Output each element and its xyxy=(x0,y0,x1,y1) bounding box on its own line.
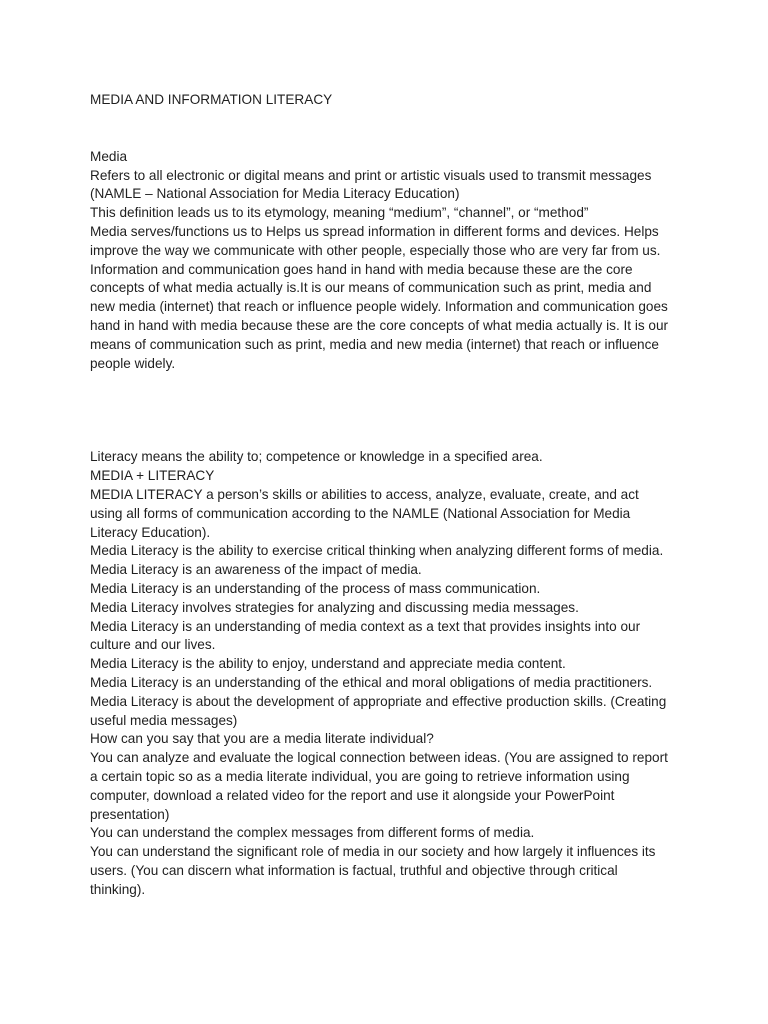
text-line: users. (You can discern what information is factual, truthful and objective through critical xyxy=(90,862,618,878)
text-line: Media serves/functions us to Helps us spread information in different forms and devices. Helps xyxy=(90,223,659,239)
text-line: presentation) xyxy=(90,806,170,822)
text-line: Media Literacy is an awareness of the impact of media. xyxy=(90,562,422,578)
text-line: computer, download a related video for the report and use it alongside your PowerPoint xyxy=(90,787,615,803)
section-spacer xyxy=(90,373,720,448)
text-line: You can understand the significant role of media in our society and how largely it influences its xyxy=(90,844,656,860)
text-line: Media Literacy is an understanding of media context as a text that provides insights into our xyxy=(90,618,641,634)
text-line: Media Literacy is the ability to exercise critical thinking when analyzing different forms of media. xyxy=(90,543,664,559)
text-line: Literacy means the ability to; competence or knowledge in a specified area. xyxy=(90,449,543,465)
document-page xyxy=(90,91,720,899)
text-line: You can analyze and evaluate the logical connection between ideas. (You are assigned to report xyxy=(90,750,668,766)
text-line: using all forms of communication according to the NAMLE (National Association for Media xyxy=(90,505,631,521)
text-line: Media Literacy is about the development of appropriate and effective production skills. (Creating xyxy=(90,693,667,709)
text-line: people widely. xyxy=(90,355,176,371)
text-line: Information and communication goes hand in hand with media because these are the core xyxy=(90,261,633,277)
text-line: Media Literacy is the ability to enjoy, understand and appreciate media content. xyxy=(90,656,566,672)
text-line: MEDIA + LITERACY xyxy=(90,468,215,484)
text-line: concepts of what media actually is.It is our means of communication such as print, media and xyxy=(90,280,652,296)
text-line: Media Literacy involves strategies for analyzing and discussing media messages. xyxy=(90,599,579,615)
section-literacy xyxy=(90,448,720,899)
text-line: Refers to all electronic or digital means and print or artistic visuals used to transmit messages xyxy=(90,167,652,183)
text-line: a certain topic so as a media literate individual, you are going to retrieve information using xyxy=(90,768,630,784)
document-title: MEDIA AND INFORMATION LITERACY xyxy=(90,92,333,107)
text-line: improve the way we communicate with other people, especially those who are very far from us. xyxy=(90,242,661,258)
text-line: new media (internet) that reach or influence people widely. Information and communication goes xyxy=(90,299,668,315)
text-line: MEDIA LITERACY a person’s skills or abilities to access, analyze, evaluate, create, and act xyxy=(90,486,639,502)
text-line: hand in hand with media because these are the core concepts of what media actually is. It is our xyxy=(90,317,669,333)
text-line: Media Literacy is an understanding of the process of mass communication. xyxy=(90,580,541,596)
text-line: How can you say that you are a media literate individual? xyxy=(90,731,434,747)
text-line: thinking). xyxy=(90,881,146,897)
text-line: Literacy Education). xyxy=(90,524,211,540)
text-line: (NAMLE – National Association for Media Literacy Education) xyxy=(90,186,460,202)
text-line: You can understand the complex messages from different forms of media. xyxy=(90,825,535,841)
section-media xyxy=(90,148,720,374)
text-line: culture and our lives. xyxy=(90,637,216,653)
text-line: This definition leads us to its etymology, meaning “medium”, “channel”, or “method” xyxy=(90,205,589,221)
section-heading-media: Media xyxy=(90,148,128,164)
text-line: means of communication such as print, media and new media (internet) that reach or influence xyxy=(90,336,659,352)
text-line: Media Literacy is an understanding of the ethical and moral obligations of media practitioners. xyxy=(90,674,653,690)
text-line: useful media messages) xyxy=(90,712,238,728)
